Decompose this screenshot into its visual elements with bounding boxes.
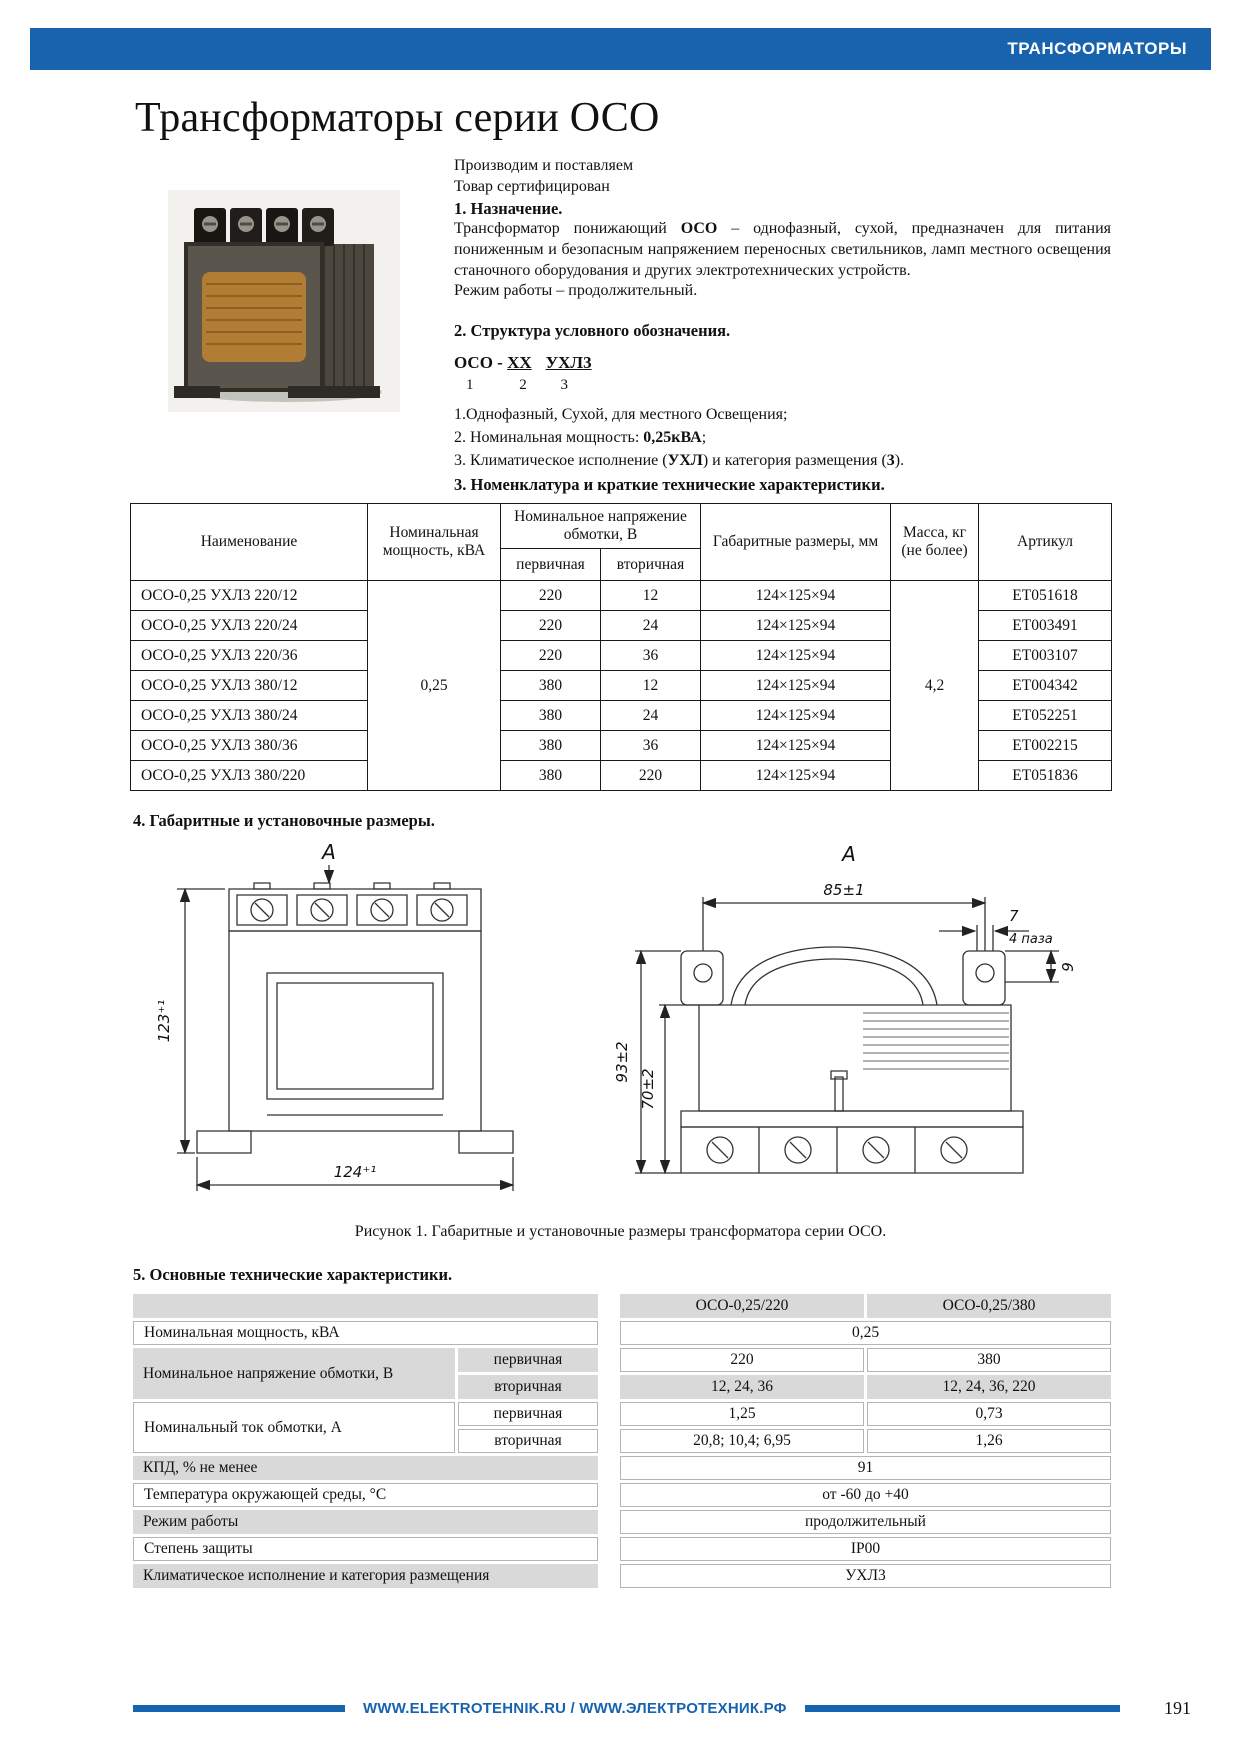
spacer [601,1429,617,1453]
section-4-heading: 4. Габаритные и установочные размеры. [133,811,435,831]
specs-table [130,1291,1114,1591]
cell-article: ET051836 [979,761,1112,791]
spec-label-current: Номинальный ток обмотки, А [133,1402,455,1453]
spec-value-current-secondary-380: 1,26 [867,1429,1111,1453]
cell-article: ET052251 [979,701,1112,731]
spec-value-current-primary-220: 1,25 [620,1402,864,1426]
drawing-front-view [151,839,551,1209]
cell-dims: 124×125×94 [701,581,891,611]
spec-value-voltage-primary-220: 220 [620,1348,864,1372]
dimension-drawings [0,839,1241,1209]
footer-url: WWW.ELEKTROTEHNIK.RU / WWW.ЭЛЕКТРОТЕХНИК.РФ [363,1700,787,1717]
item-text-bold: 3 [886,451,895,469]
spec-col-220: ОСО-0,25/220 [620,1294,864,1318]
spec-row-temp [133,1483,1111,1507]
spec-value-climate: УХЛ3 [620,1564,1111,1588]
cell-primary: 380 [501,731,601,761]
spacer [601,1294,617,1318]
table-row [131,581,1112,611]
cell-name: ОСО-0,25 УХЛ3 380/12 [131,671,368,701]
spec-row-mode [133,1510,1111,1534]
dim-top-width-label: 85±1 [822,881,865,900]
drawing-side-view [611,839,1091,1209]
spec-value-protection: IP00 [620,1537,1111,1561]
dim-width-label: 124⁺¹ [333,1163,376,1182]
col-header-article: Артикул [979,504,1112,581]
cell-secondary: 36 [601,731,701,761]
cell-primary: 220 [501,581,601,611]
cell-dims: 124×125×94 [701,641,891,671]
cell-secondary: 12 [601,671,701,701]
spec-sublabel-secondary: вторичная [458,1375,598,1399]
cell-name: ОСО-0,25 УХЛ3 220/24 [131,611,368,641]
spec-row-kpd [133,1456,1111,1480]
spec-value-mode: продолжительный [620,1510,1111,1534]
table-header-row [131,504,1112,549]
spec-header-row [133,1294,1111,1318]
cell-name: ОСО-0,25 УХЛ3 380/220 [131,761,368,791]
designation-items [454,405,1111,471]
spacer [601,1456,617,1480]
spec-label-mode: Режим работы [133,1510,598,1534]
spec-value-current-secondary-220: 20,8; 10,4; 6,95 [620,1429,864,1453]
cell-dims: 124×125×94 [701,611,891,641]
designation-num-2: 2 [519,376,527,393]
item-text: ). [894,451,905,469]
cell-secondary: 24 [601,701,701,731]
spec-value-voltage-primary-380: 380 [867,1348,1111,1372]
spec-row-power [133,1321,1111,1345]
section-2-heading: 2. Структура условного обозначения. [454,321,731,341]
cell-name: ОСО-0,25 УХЛ3 220/12 [131,581,368,611]
item-text-bold: УХЛ [667,451,703,469]
code-xx: ХХ [507,352,532,372]
spec-row-protection [133,1537,1111,1561]
spacer [601,1402,617,1426]
footer-bar-right [805,1705,1120,1712]
cell-power: 0,25 [368,581,501,791]
designation-num-3: 3 [560,376,568,393]
spec-value-voltage-secondary-380: 12, 24, 36, 220 [867,1375,1111,1399]
product-photo [168,190,400,412]
dim-height-label: 123⁺¹ [154,999,173,1043]
cell-article: ET003491 [979,611,1112,641]
designation-numbers [454,376,1111,396]
code-uhl: УХЛ3 [545,352,592,372]
col-header-dims: Габаритные размеры, мм [701,504,891,581]
nomenclature-table-wrap [130,503,1111,791]
header-bar [30,28,1211,70]
col-header-voltage: Номинальное напряжение обмотки, В [501,504,701,549]
spec-row-voltage-primary [133,1348,1111,1372]
cell-primary: 380 [501,671,601,701]
col-header-power: Номинальная мощность, кВА [368,504,501,581]
spec-row-climate [133,1564,1111,1588]
designation-item-1: 1.Однофазный, Сухой, для местного Освещения; [454,406,788,424]
spacer [601,1510,617,1534]
spacer [601,1348,617,1372]
spacer [601,1537,617,1561]
dim-total-height-label: 93±2 [612,1041,631,1083]
spec-label-power: Номинальная мощность, кВА [133,1321,598,1345]
item-text-bold: 0,25кВА [643,429,702,447]
spec-value-voltage-secondary-220: 12, 24, 36 [620,1375,864,1399]
page-footer [133,1698,1191,1719]
item-text: ) и категория размещения ( [702,451,887,469]
code-prefix: ОСО - [454,352,508,372]
specs-table-wrap [130,1291,1111,1591]
cell-dims: 124×125×94 [701,671,891,701]
cell-secondary: 36 [601,641,701,671]
footer-bar-left [133,1705,345,1712]
spec-label-kpd: КПД, % не менее [133,1456,598,1480]
intro-line-1: Производим и поставляем [454,157,634,174]
cell-primary: 220 [501,611,601,641]
page-number: 191 [1164,1698,1191,1718]
spec-value-temp: от -60 до +40 [620,1483,1111,1507]
cell-name: ОСО-0,25 УХЛ3 220/36 [131,641,368,671]
page-title: Трансформаторы серии ОСО [135,95,660,141]
spacer [601,1375,617,1399]
cell-primary: 220 [501,641,601,671]
view-a-label: А [841,842,856,867]
cell-primary: 380 [501,761,601,791]
cell-dims: 124×125×94 [701,701,891,731]
cell-secondary: 220 [601,761,701,791]
header-tag: ТРАНСФОРМАТОРЫ [1007,39,1187,58]
spec-col-380: ОСО-0,25/380 [867,1294,1111,1318]
description-column [454,156,1111,495]
cell-primary: 380 [501,701,601,731]
spec-sublabel-primary: первичная [458,1348,598,1372]
col-header-secondary: вторичная [601,549,701,581]
nomenclature-table [130,503,1112,791]
dim-slot-width-label: 7 [1008,907,1019,926]
cell-article: ET051618 [979,581,1112,611]
spec-value-kpd: 91 [620,1456,1111,1480]
item-text: ; [701,429,707,447]
cell-mass: 4,2 [891,581,979,791]
intro-section [168,156,1111,495]
designation-item-2 [454,428,1111,449]
designation-item-3 [454,451,1111,472]
spec-label-voltage: Номинальное напряжение обмотки, В [133,1348,455,1399]
spacer [601,1483,617,1507]
designation-code [454,352,1111,374]
spec-value-current-primary-380: 0,73 [867,1402,1111,1426]
item-text: 3. Климатическое исполнение ( [454,451,668,469]
cell-name: ОСО-0,25 УХЛ3 380/24 [131,701,368,731]
figure-caption: Рисунок 1. Габаритные и установочные размеры трансформатора серии ОСО. [354,1223,887,1241]
designation-num-1: 1 [466,376,474,393]
cell-secondary: 24 [601,611,701,641]
dim-slots-label: 4 паза [1008,932,1053,948]
spec-sublabel-primary: первичная [458,1402,598,1426]
dim-core-height-label: 70±2 [638,1068,657,1110]
cell-name: ОСО-0,25 УХЛ3 380/36 [131,731,368,761]
spec-row-current-primary [133,1402,1111,1426]
body-text-bold: ОСО [680,220,718,238]
section-1-heading: 1. Назначение. [454,198,563,218]
view-a-label: А [321,840,336,865]
spec-value-power: 0,25 [620,1321,1111,1345]
col-header-primary: первичная [501,549,601,581]
col-header-name: Наименование [131,504,368,581]
spec-label-climate: Климатическое исполнение и категория размещения [133,1564,598,1588]
cell-dims: 124×125×94 [701,731,891,761]
spec-label-temp: Температура окружающей среды, °С [133,1483,598,1507]
item-text: 2. Номинальная мощность: [454,429,644,447]
spec-sublabel-secondary: вторичная [458,1429,598,1453]
spacer [601,1564,617,1588]
section-1-mode: Режим работы – продолжительный. [454,282,698,300]
cell-secondary: 12 [601,581,701,611]
cell-article: ET003107 [979,641,1112,671]
spacer [601,1321,617,1345]
spec-header-empty [133,1294,598,1318]
cell-article: ET002215 [979,731,1112,761]
body-text: – однофазный, сухой, предназначен для питания пониженным и безопасным напряжением переносных светильников, ламп местного освещения станочного оборудования и других электротехнических устройств. [454,220,1111,279]
section-1-body [454,219,1111,281]
col-header-mass: Масса, кг (не более) [891,504,979,581]
intro-line-2: Товар сертифицирован [454,177,610,195]
photo-column [168,156,400,495]
cell-dims: 124×125×94 [701,761,891,791]
body-text: Трансформатор понижающий [454,220,681,238]
spec-label-protection: Степень защиты [133,1537,598,1561]
section-5-heading: 5. Основные технические характеристики. [133,1265,453,1285]
dim-slot-height-label: 9 [1058,962,1077,972]
section-3-heading: 3. Номенклатура и краткие технические характеристики. [454,474,885,494]
cell-article: ET004342 [979,671,1112,701]
